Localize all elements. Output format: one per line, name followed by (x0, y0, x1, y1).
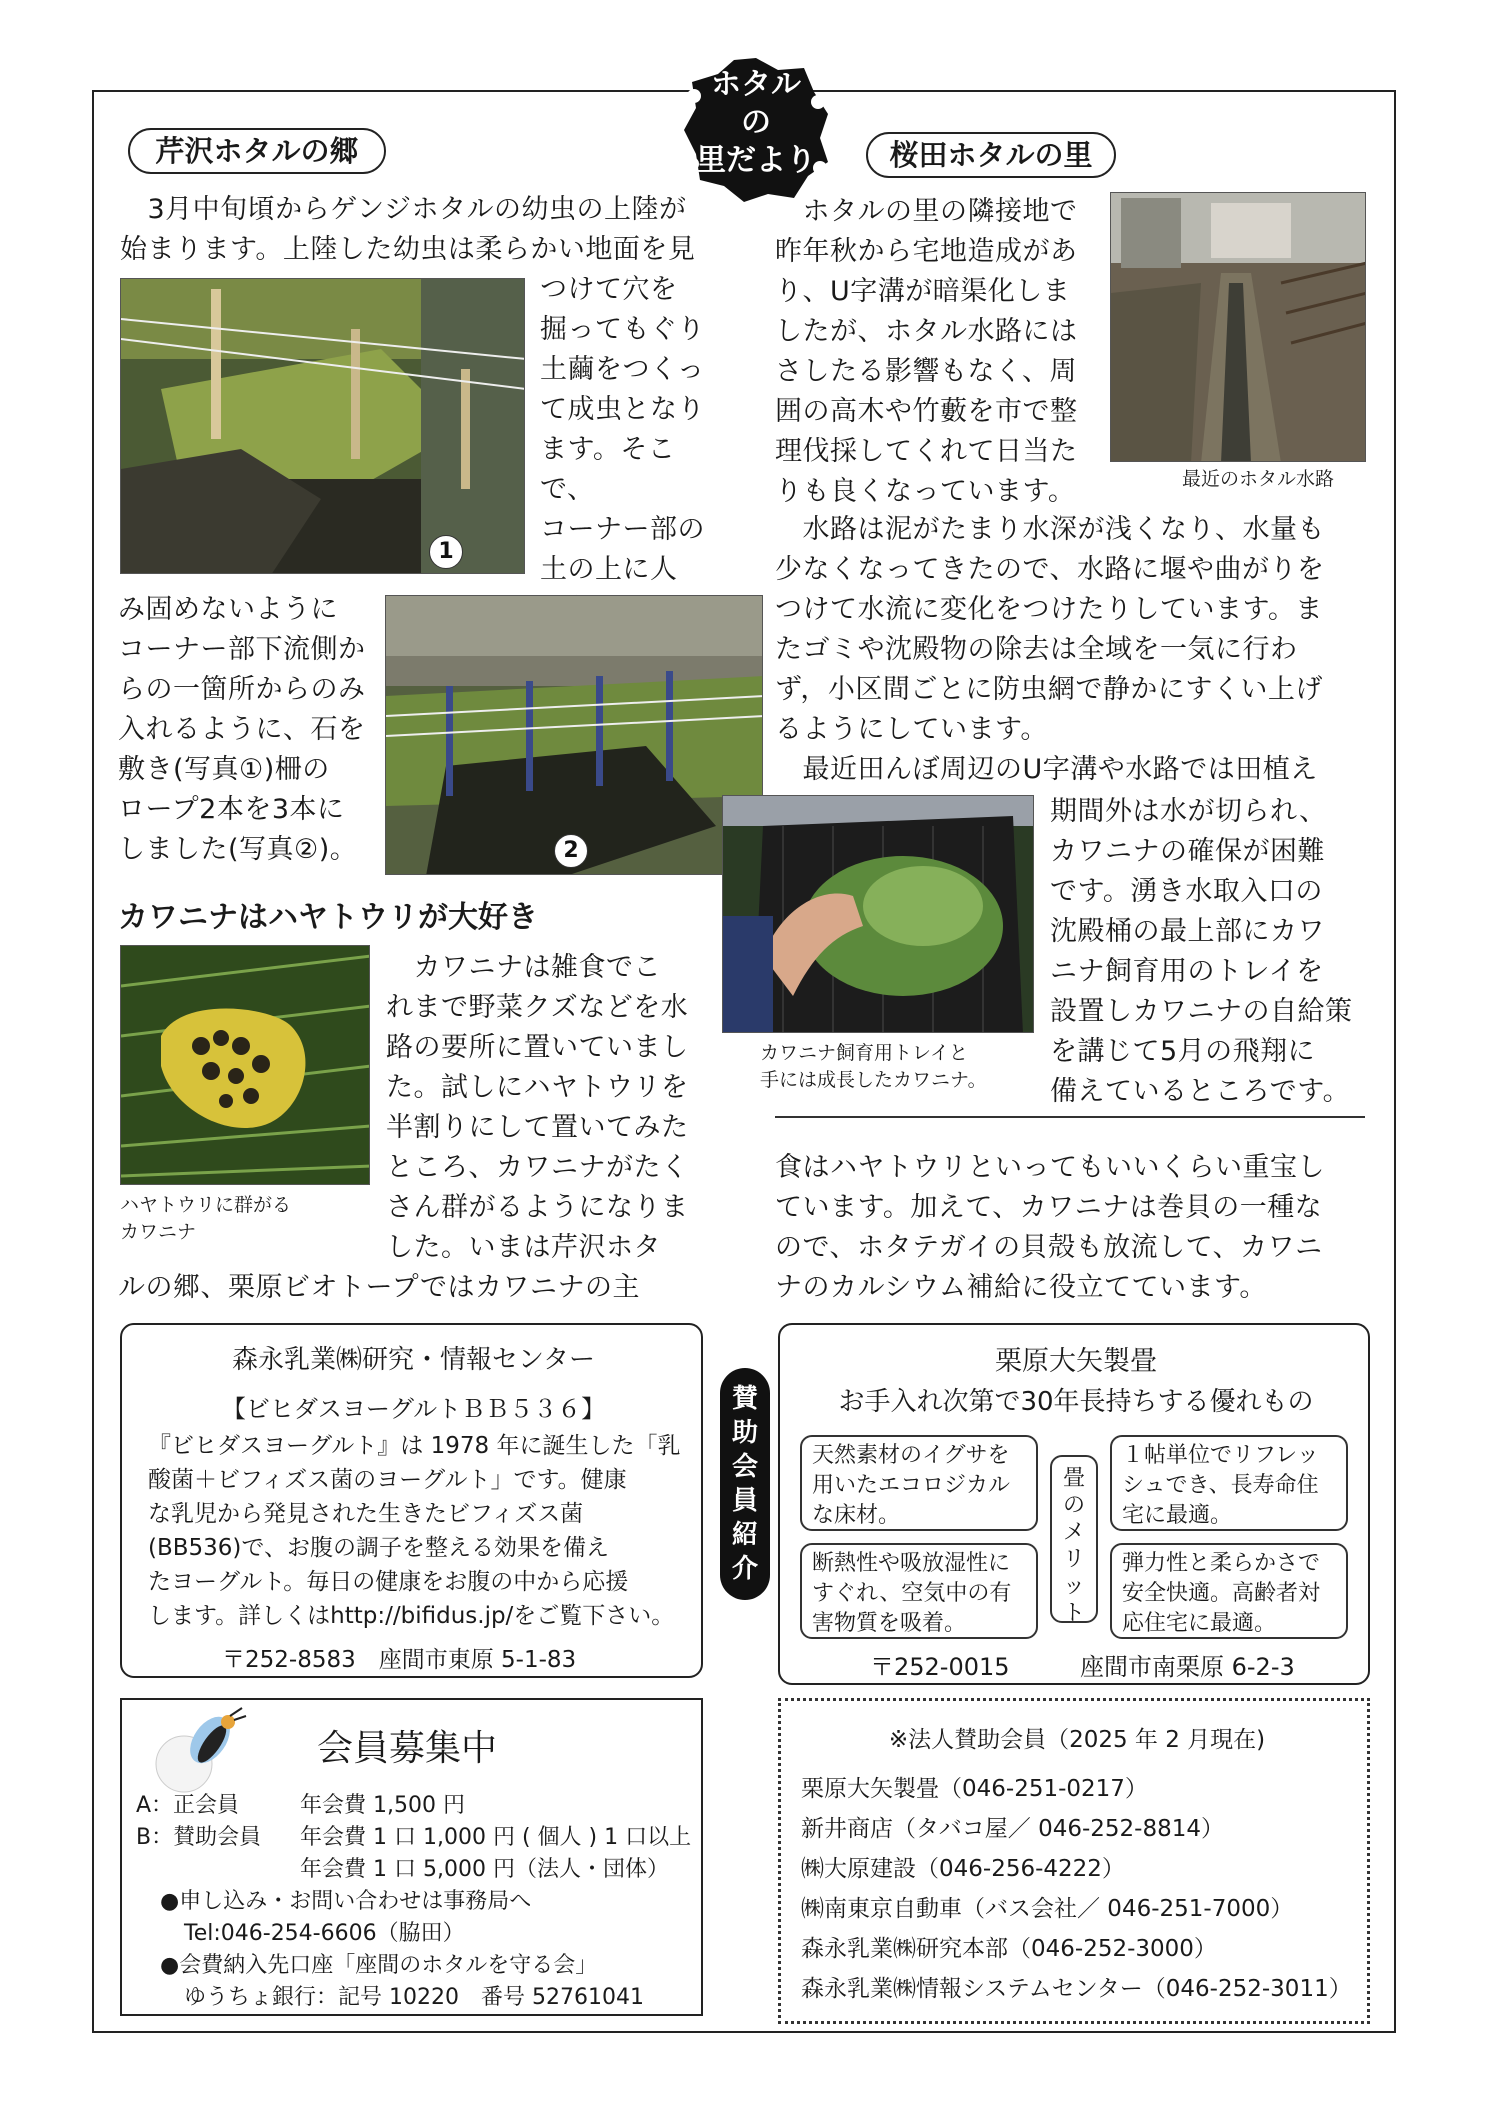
recruit-row-b-fee1: 年会費 1 口 1,000 円 ( 個人 ) 1 口以上 (300, 1825, 692, 1850)
kurihara-address: 座間市南栗原 6-2-3 (1080, 1653, 1295, 1681)
list-item: 新井商店（タバコ屋／ 046-252-8814） (801, 1816, 1225, 1842)
kawanina-caption (120, 1192, 291, 1246)
recruit-bank: ゆうちょ銀行：記号 10220 番号 52761041 (184, 1985, 644, 2010)
firefly-icon (152, 1706, 247, 1796)
merit-insulation (800, 1543, 1038, 1639)
merit-refresh (1110, 1435, 1348, 1531)
text-line: ニナ飼育用のトレイを (1050, 956, 1324, 987)
sakurada-heading: 桜田ホタルの里 (866, 132, 1116, 178)
recruit-account: ●会費納入先口座「座間のホタルを守る会」 (160, 1953, 598, 1978)
text-line: 昨年秋から宅地造成があ (775, 236, 1078, 267)
list-item: ㈱大原建設（046-256-4222） (801, 1856, 1125, 1882)
text-line: ので、ホタテガイの貝殻も放流して、カワニ (775, 1232, 1323, 1263)
sakurada-body (775, 510, 1375, 790)
caption-line: 手には成長したカワニナ。 (760, 1069, 987, 1091)
text-line: 期間外は水が切られ、 (1050, 796, 1327, 827)
text-line: るようにしています。 (775, 714, 1048, 745)
merit-elasticity (1110, 1543, 1348, 1639)
kawanina-heading: カワニナはハヤトウリが大好き (118, 900, 538, 935)
caption-line: カワニナ (120, 1221, 197, 1243)
badge-line-2: の (741, 105, 771, 140)
section-divider (775, 1116, 1365, 1118)
kurihara-box (778, 1323, 1370, 1685)
kurihara-title: 栗原大矢製畳 (995, 1346, 1157, 1377)
text-line: カワニナの確保が困難 (1050, 836, 1325, 867)
text-line: 酸菌＋ビフィズス菌のヨーグルト」です。健康 (148, 1467, 627, 1493)
text-line: つけて水流に変化をつけたりしています。ま (775, 594, 1323, 625)
morinaga-description (148, 1429, 698, 1633)
hotaru-channel-caption: 最近のホタル水路 (1182, 468, 1335, 490)
text-line: します。詳しくはhttp://bifidus.jp/をご覧下さい。 (148, 1603, 675, 1629)
photo-chayote-image (121, 946, 370, 1185)
corporate-member-list (801, 1769, 1352, 2009)
merit-ecological (800, 1435, 1038, 1531)
sponsor-vertical-label (720, 1368, 770, 1600)
text-line: です。湧き水取入口の (1050, 876, 1323, 907)
newsletter-badge (682, 56, 830, 204)
text-line: すぐれ、空気中の有 (812, 1581, 1012, 1606)
morinaga-subtitle: 【ビヒダスヨーグルトＢＢ５３６】 (221, 1395, 606, 1423)
corporate-members-box (778, 1698, 1370, 2024)
text-line: さしたる影響もなく、周 (775, 356, 1077, 387)
text-line: 宅に最適。 (1122, 1503, 1233, 1528)
text-line: コーナー部の (540, 514, 705, 545)
text-line: した。いまは芹沢ホタ (386, 1232, 661, 1263)
text-line: 半割りにして置いてみた (386, 1112, 689, 1143)
morinaga-address: 〒252-8583 座間市東原 5-1-83 (222, 1647, 577, 1673)
text-line: 路の要所に置いていまし (386, 1032, 689, 1063)
photo-number-badge: 1 (429, 535, 463, 569)
photo-channel-image (1111, 193, 1366, 462)
serizawa-heading: 芹沢ホタルの郷 (128, 128, 386, 174)
photo-kawanina-tray (722, 795, 1034, 1033)
list-item: 森永乳業㈱研究本部（046-252-3000） (801, 1936, 1217, 1962)
text-line: 害物質を吸着。 (812, 1611, 967, 1636)
text-line: ホタルの里の隣接地で (775, 196, 1078, 227)
text-line: ず，小区間ごとに防虫網で静かにすくい上げ (775, 674, 1323, 705)
badge-line-3: 里だより (696, 143, 816, 178)
text-line: １帖単位でリフレッ (1122, 1443, 1319, 1468)
text-line: ナのカルシウム補給に役立てています。 (775, 1272, 1267, 1303)
text-line: 土の上に人 (540, 554, 678, 585)
text-line: て成虫となり (540, 394, 705, 425)
photo-serizawa-fence (385, 595, 763, 875)
text-line: 敷き(写真①)柵の (118, 754, 330, 785)
text-line: 断熱性や吸放湿性に (812, 1551, 1011, 1576)
text-line: らの一箇所からのみ (118, 674, 366, 705)
serizawa-intro (120, 190, 710, 270)
text-line: 備えているところです。 (1050, 1076, 1351, 1107)
text-line: 囲の高木や竹藪を市で整 (775, 396, 1078, 427)
text-line: 始まります。上陸した幼虫は柔らかい地面を見 (120, 234, 696, 265)
serizawa-right-column (540, 270, 715, 630)
text-line: しました(写真②)。 (118, 834, 358, 865)
text-line: 天然素材のイグサを (812, 1443, 1010, 1468)
corporate-title: ※法人賛助会員（2025 年 2 月現在) (888, 1727, 1266, 1753)
text-line: ます。そこで、 (540, 434, 676, 505)
photo-tray-image (723, 796, 1034, 1033)
merit-label-box (1050, 1455, 1098, 1626)
text-line: 最近田んぼ周辺のU字溝や水路では田植え (775, 754, 1318, 785)
recruit-contact: ●申し込み・お問い合わせは事務局へ (160, 1889, 532, 1914)
recruit-phone: Tel:046-254-6606（脇田） (184, 1921, 465, 1946)
photo-fence-image (386, 596, 763, 875)
text-line: れまで野菜クズなどを水 (386, 992, 689, 1023)
text-line: 沈殿桶の最上部にカワ (1050, 916, 1325, 947)
tray-caption (760, 1040, 987, 1094)
text-line: 『ビヒダスヨーグルト』は 1978 年に誕生した「乳 (148, 1433, 681, 1459)
text-line: コーナー部下流側か (118, 634, 366, 665)
photo-hayatouri (120, 945, 370, 1185)
text-line: な乳児から発見された生きたビフィズス菌 (148, 1501, 584, 1527)
recruit-row-a-fee: 年会費 1,500 円 (300, 1793, 465, 1818)
text-line: 掘ってもぐり (540, 314, 705, 345)
text-line: シュでき、長寿命住 (1122, 1473, 1319, 1498)
text-line: したが、ホタル水路には (775, 316, 1078, 347)
kawanina-bottom-line: ルの郷、栗原ビオトープではカワニナの主 (118, 1272, 640, 1303)
text-line: 安全快適。高齢者対 (1122, 1581, 1321, 1606)
text-line: り、U字溝が暗渠化しま (775, 276, 1071, 307)
caption-line: カワニナ飼育用トレイと (760, 1042, 969, 1064)
photo-hotaru-channel (1110, 192, 1366, 462)
text-line: み固めないように (118, 594, 338, 625)
badge-line-1: ホタル (711, 67, 801, 102)
kawanina-body (386, 948, 716, 1268)
list-item: 栗原大矢製畳（046-251-0217） (801, 1776, 1148, 1802)
recruit-row-a-label: A：正会員 (136, 1793, 240, 1818)
text-line: (BB536)で、お腹の調子を整える効果を備え (148, 1535, 609, 1561)
text-line: 少なくなってきたので、水路に堰や曲がりを (775, 554, 1325, 585)
text-line: 食はハヤトウリといってもいいくらい重宝し (775, 1152, 1325, 1183)
text-line: カワニナは雑食でこ (386, 952, 661, 983)
photo-grass-image (121, 279, 525, 574)
sakurada-right-column (1050, 792, 1370, 1112)
text-line: りも良くなっています。 (775, 476, 1076, 507)
text-line: 3月中旬頃からゲンジホタルの幼虫の上陸が (120, 194, 687, 225)
kurihara-tagline: お手入れ次第で30年長持ちする優れもの (838, 1387, 1314, 1417)
serizawa-left-column (118, 590, 380, 870)
photo-serizawa-corner (120, 278, 525, 574)
sakurada-continuation (775, 1148, 1375, 1308)
text-line: ロープ2本を3本に (118, 794, 345, 825)
text-line: たゴミや沈殿物の除去は全域を一気に行わ (775, 634, 1298, 665)
text-line: 弾力性と柔らかさで (1122, 1551, 1321, 1576)
morinaga-box (120, 1323, 703, 1678)
text-line: 入れるように、石を (118, 714, 366, 745)
text-line: さん群がるようになりま (386, 1192, 689, 1223)
sakurada-intro (775, 192, 1105, 512)
text-line: つけて穴を (540, 274, 678, 305)
text-line: 土繭をつくっ (540, 354, 705, 385)
text-line: 水路は泥がたまり水深が浅くなり、水量も (775, 514, 1325, 545)
caption-line: ハヤトウリに群がる (120, 1194, 292, 1216)
text-line: ています。加えて、カワニナは巻貝の一種な (775, 1192, 1323, 1223)
text-line: な床材。 (812, 1503, 901, 1528)
text-line: 設置しカワニナの自給策 (1050, 996, 1353, 1027)
sponsor-label-text: 賛助会員紹介 (731, 1384, 758, 1584)
text-line: 応住宅に最適。 (1122, 1611, 1277, 1636)
text-line: たヨーグルト。毎日の健康をお腹の中から応援 (148, 1569, 629, 1595)
text-line: 理伐採してくれて日当た (775, 436, 1078, 467)
recruit-row-b-fee2: 年会費 1 口 5,000 円（法人・団体） (300, 1857, 669, 1882)
list-item: 森永乳業㈱情報システムセンター（046-252-3011） (801, 1976, 1352, 2002)
recruit-title: 会員募集中 (317, 1728, 498, 1769)
recruit-row-b-label: B：賛助会員 (136, 1825, 262, 1850)
merit-label-text: 畳のメリット (1062, 1466, 1085, 1626)
text-line: を講じて5月の飛翔に (1050, 1036, 1316, 1067)
kurihara-postal: 〒252-0015 (870, 1653, 1010, 1681)
recruit-box (120, 1698, 703, 2016)
photo-number-badge: 2 (554, 834, 588, 868)
morinaga-title: 森永乳業㈱研究・情報センター (232, 1345, 595, 1375)
list-item: ㈱南東京自動車（バス会社／ 046-251-7000） (801, 1896, 1294, 1922)
text-line: た。試しにハヤトウリを (386, 1072, 689, 1103)
text-line: 用いたエコロジカル (812, 1473, 1011, 1498)
text-line: ところ、カワニナがたく (386, 1152, 689, 1183)
